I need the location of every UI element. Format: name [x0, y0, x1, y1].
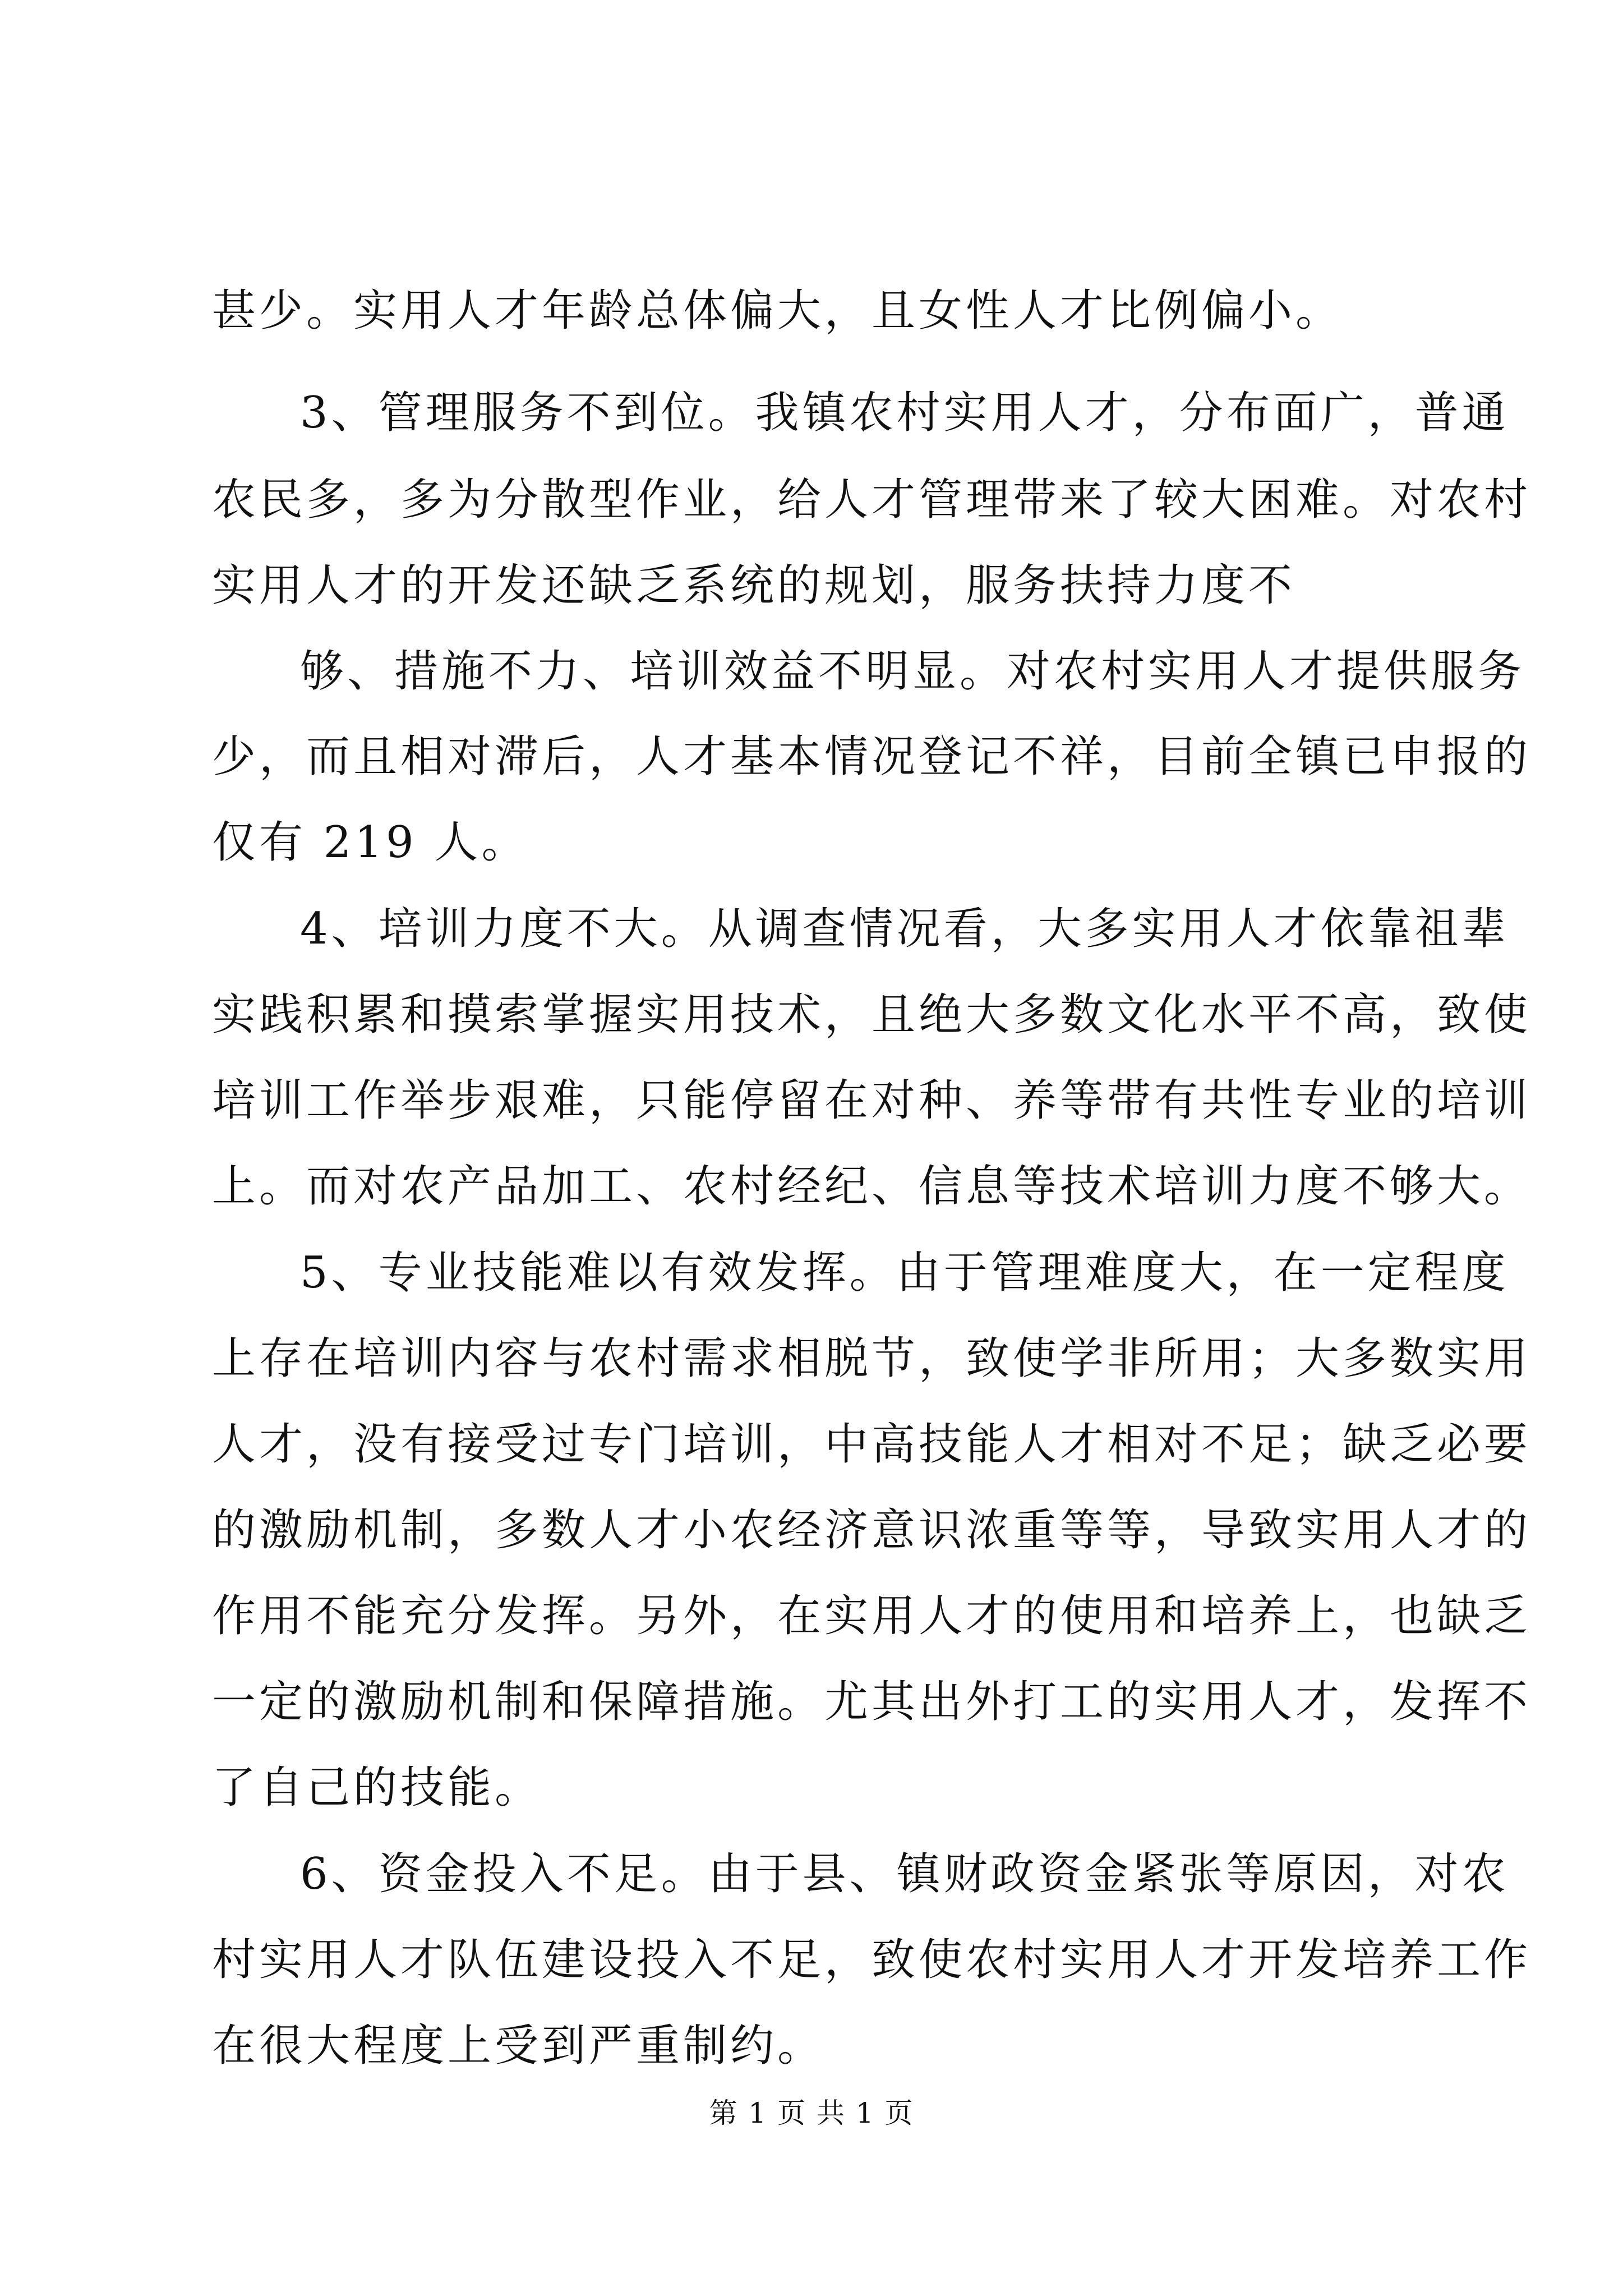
text-line: 甚少。实用人才年龄总体偏大，且女性人才比例偏小。	[212, 286, 1343, 336]
text-line: 5、专业技能难以有效发挥。由于管理难度大，在一定程度	[300, 1248, 1509, 1298]
text-line: 作用不能充分发挥。另外，在实用人才的使用和培养上，也缺乏	[212, 1591, 1532, 1641]
text-line: 一定的激励机制和保障措施。尤其出外打工的实用人才，发挥不	[212, 1677, 1532, 1727]
text-line: 够、措施不力、培训效益不明显。对农村实用人才提供服务	[300, 646, 1525, 697]
text-line: 3、管理服务不到位。我镇农村实用人才，分布面广，普通	[300, 388, 1509, 438]
text-line: 上。而对农产品加工、农村经纪、信息等技术培训力度不够大。	[212, 1161, 1532, 1212]
text-line: 在很大程度上受到严重制约。	[212, 2021, 825, 2071]
text-line: 了自己的技能。	[212, 1763, 542, 1813]
text-line: 农民多，多为分散型作业，给人才管理带来了较大困难。对农村	[212, 475, 1532, 525]
text-line: 实践积累和摸索掌握实用技术，且绝大多数文化水平不高，致使	[212, 990, 1532, 1040]
text-line: 少，而且相对滞后，人才基本情况登记不祥，目前全镇已申报的	[212, 731, 1532, 782]
text-line: 实用人才的开发还缺乏系统的规划，服务扶持力度不	[212, 560, 1296, 611]
text-line: 村实用人才队伍建设投入不足，致使农村实用人才开发培养工作	[212, 1935, 1532, 1985]
text-line: 人才，没有接受过专门培训，中高技能人才相对不足；缺乏必要	[212, 1419, 1532, 1470]
text-line: 4、培训力度不大。从调查情况看，大多实用人才依靠祖辈	[300, 904, 1509, 954]
text-line: 仅有 219 人。	[212, 817, 529, 868]
text-line: 培训工作举步艰难，只能停留在对种、养等带有共性专业的培训	[212, 1075, 1532, 1126]
text-line: 6、资金投入不足。由于县、镇财政资金紧张等原因，对农	[300, 1849, 1509, 1899]
page-footer: 第 1 页 共 1 页	[709, 2097, 914, 2129]
text-line: 的激励机制，多数人才小农经济意识浓重等等，导致实用人才的	[212, 1505, 1532, 1556]
text-line: 上存在培训内容与农村需求相脱节，致使学非所用；大多数实用	[212, 1333, 1532, 1384]
